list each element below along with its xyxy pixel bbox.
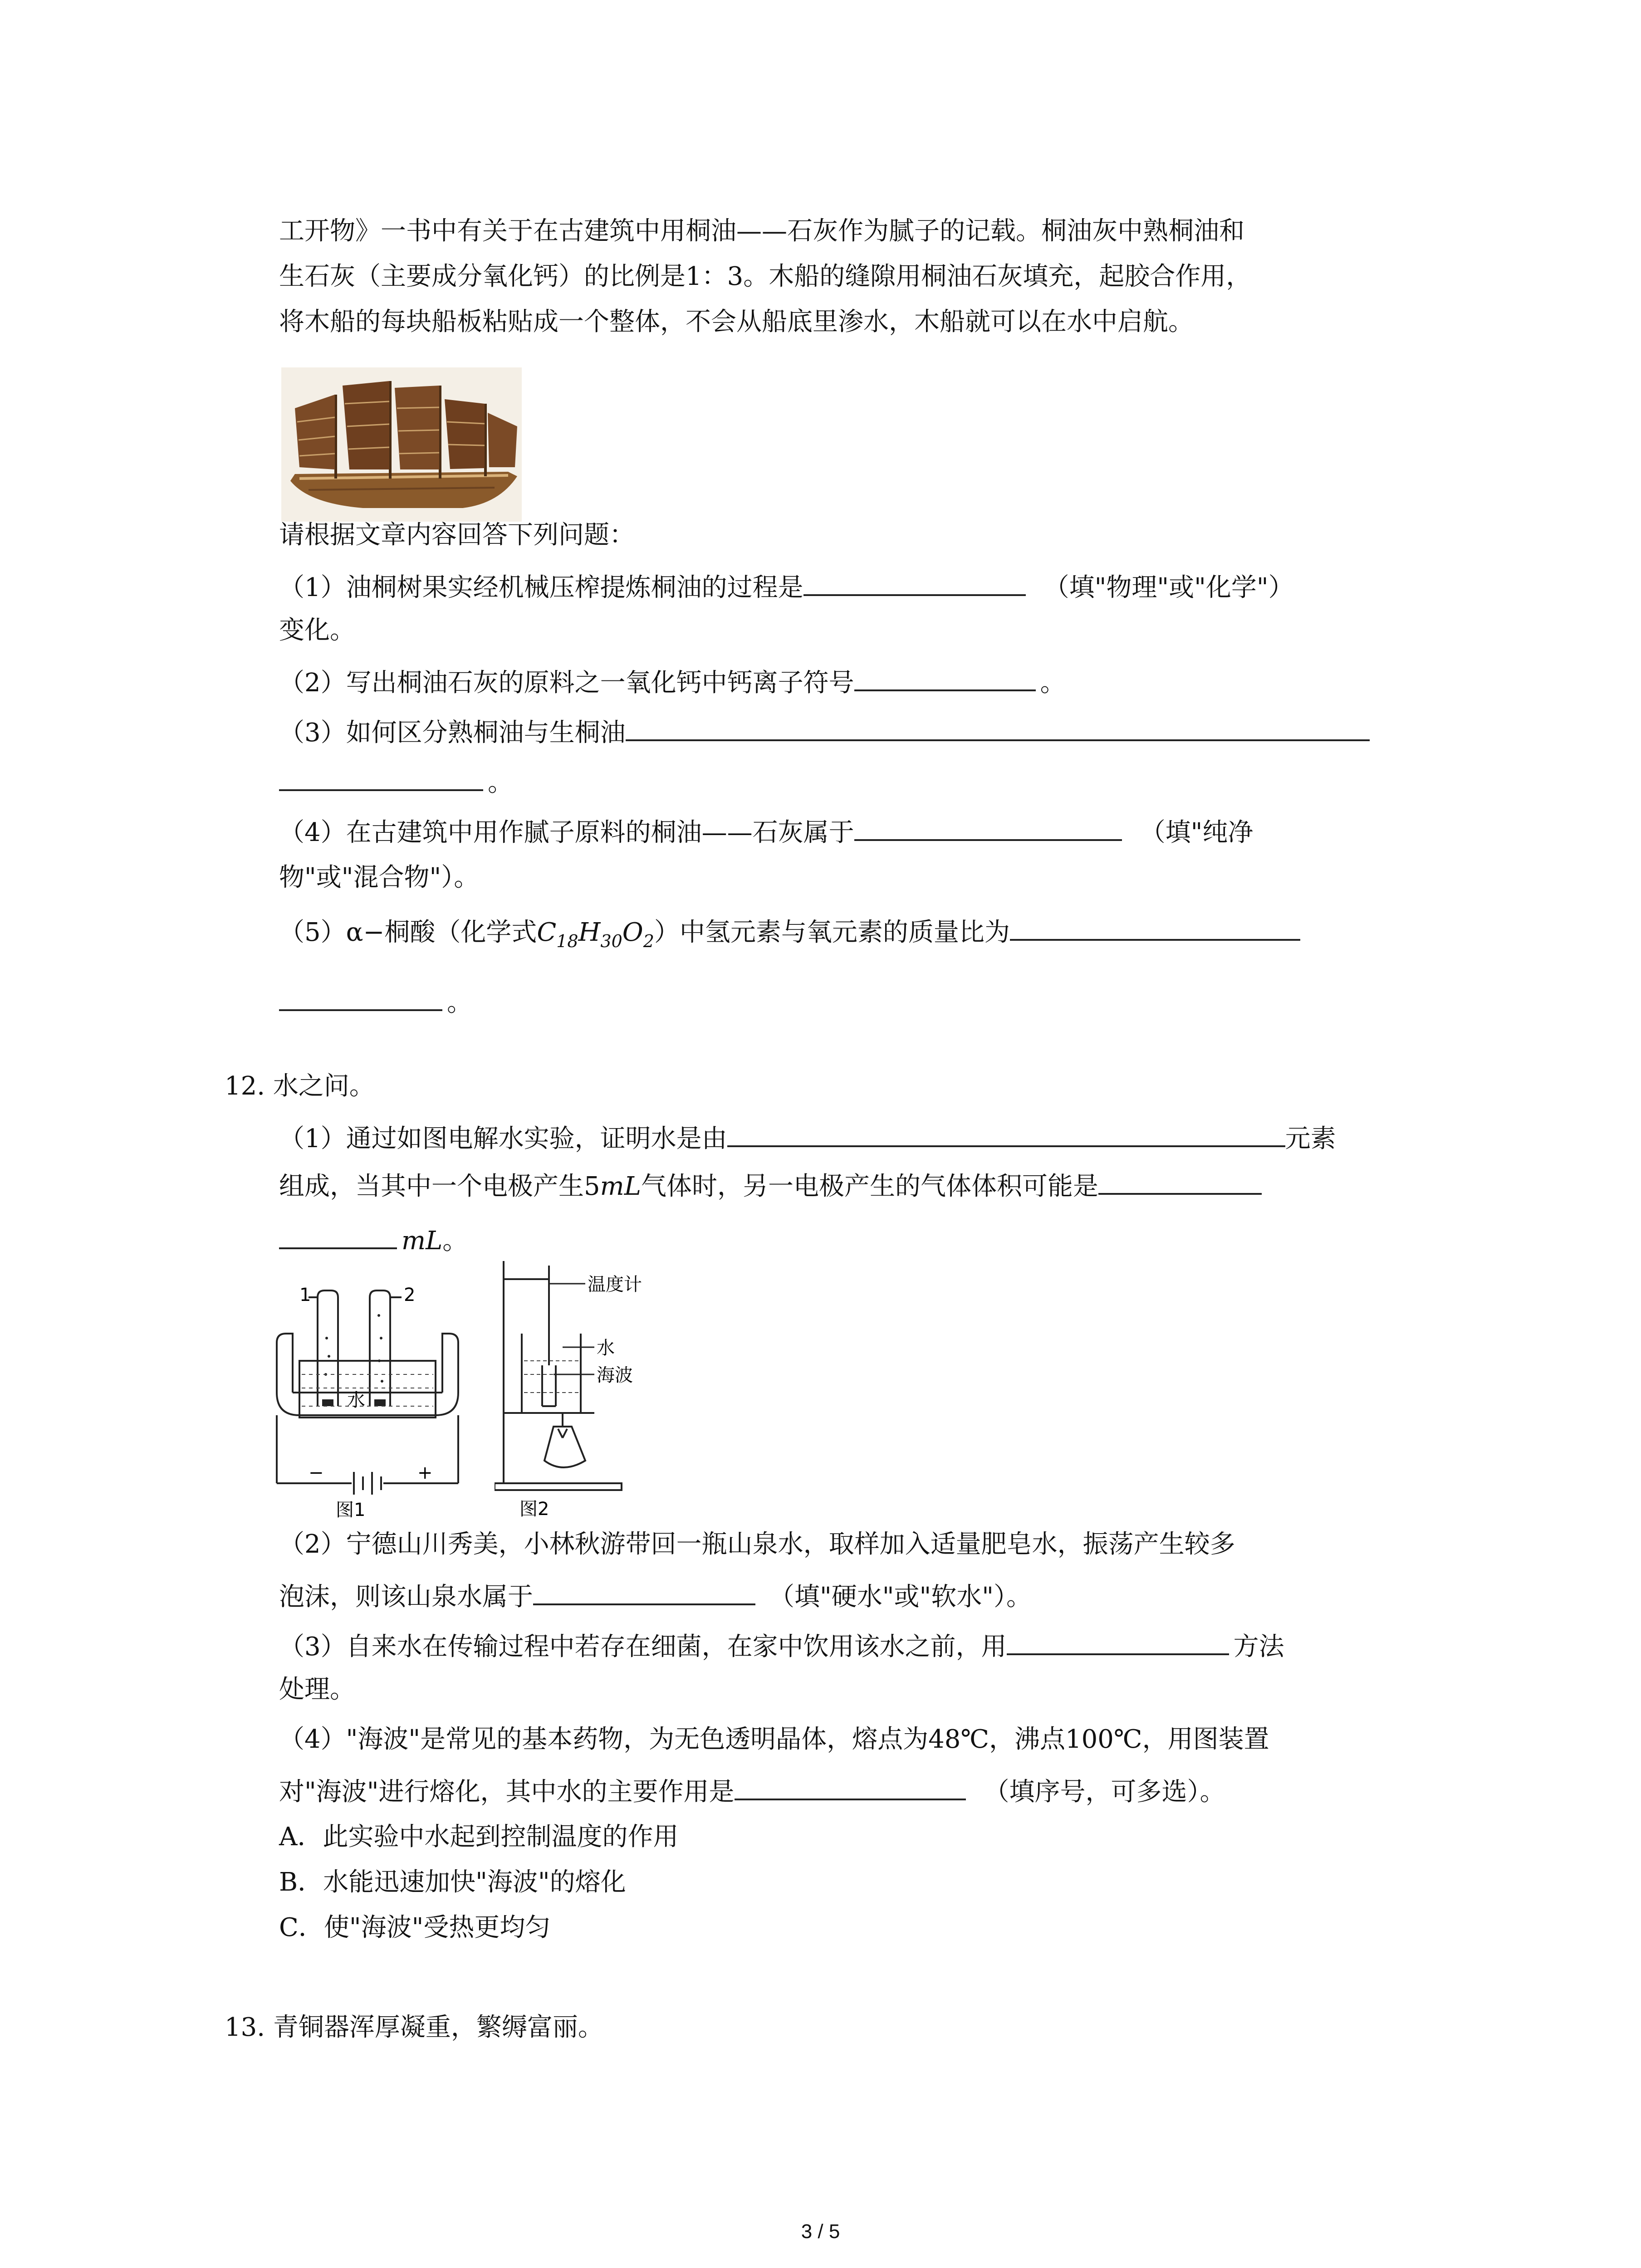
answer-blank-7[interactable] xyxy=(1098,1166,1262,1195)
electrode-label-1: 1 xyxy=(299,1285,311,1305)
figure-1-label: 图1 xyxy=(336,1500,366,1520)
electrolysis-diagram xyxy=(272,1284,463,1520)
q12-part4: （4）"海波"是常见的基本药物，为无色透明晶体，熔点为48℃，沸点100℃，用图装置 xyxy=(279,1725,1269,1754)
answer-blank-5[interactable] xyxy=(1010,912,1300,941)
answer-blank-9[interactable] xyxy=(1007,1626,1229,1655)
figure-2-label: 图2 xyxy=(519,1499,549,1520)
water-label: 水 xyxy=(347,1390,365,1411)
water-label-fig2: 水 xyxy=(597,1338,615,1359)
page-number: 3 / 5 xyxy=(801,2220,840,2243)
q12-part4-cont: 对"海波"进行熔化，其中水的主要作用是 （填序号，可多选）。 xyxy=(279,1771,1225,1810)
intro-line-1: 工开物》一书中有关于在古建筑中用桐油——石灰作为腻子的记载。桐油灰中熟桐油和 xyxy=(279,216,1244,246)
answer-blank-4[interactable] xyxy=(854,812,1122,841)
option-a: A．此实验中水起到控制温度的作用 xyxy=(279,1822,679,1852)
minus-label: − xyxy=(309,1462,324,1483)
answer-blank-10[interactable] xyxy=(735,1771,966,1800)
q12-part2-cont: 泡沫，则该山泉水属于 （填"硬水"或"软水"）。 xyxy=(279,1576,1032,1615)
q12-part3-cont: 处理。 xyxy=(279,1675,355,1704)
q11-part4: （4）在古建筑中用作腻子原料的桐油——石灰属于 （填"纯净 xyxy=(279,812,1253,851)
q12-part1: （1）通过如图电解水实验，证明水是由 元素 xyxy=(279,1118,1336,1157)
q11-part1-cont: 变化。 xyxy=(279,616,355,645)
q11-part2: （2）写出桐油石灰的原料之一氧化钙中钙离子符号 。 xyxy=(279,662,1066,701)
q11-part5-cont: 。 xyxy=(279,982,472,1021)
option-c: C．使"海波"受热更均匀 xyxy=(279,1913,551,1942)
q11-part5: （5）α−桐酸（化学式$C_{18}H_{30}O_2$）中氢元素与氧元素的质量比为 xyxy=(279,912,1300,959)
hypo-label: 海波 xyxy=(597,1365,633,1386)
q12-part2: （2）宁德山川秀美，小林秋游带回一瓶山泉水，取样加入适量肥皂水，振荡产生较多 xyxy=(279,1530,1235,1559)
electrode-label-2: 2 xyxy=(404,1285,416,1305)
answer-blank-8[interactable] xyxy=(533,1576,755,1605)
thermometer-label: 温度计 xyxy=(588,1274,642,1295)
q11-part4-cont: 物"或"混合物"）。 xyxy=(279,863,480,892)
answer-blank-3b[interactable] xyxy=(279,762,483,791)
answer-blank-6[interactable] xyxy=(727,1118,1285,1147)
intro-line-2: 生石灰（主要成分氧化钙）的比例是1：3。木船的缝隙用桐油石灰填充，起胶合作用， xyxy=(279,262,1252,291)
answer-blank-2[interactable] xyxy=(854,662,1036,691)
q13-title: 13. 青铜器浑厚凝重，繁缛富丽。 xyxy=(225,2013,603,2042)
q12-title: 12. 水之问。 xyxy=(225,1071,375,1101)
q11-prompt: 请根据文章内容回答下列问题： xyxy=(279,520,635,550)
answer-blank-3[interactable] xyxy=(626,712,1370,741)
answer-blank-1[interactable] xyxy=(803,567,1026,596)
melting-apparatus-diagram xyxy=(495,1256,676,1520)
answer-blank-7b[interactable] xyxy=(279,1220,397,1249)
answer-blank-5b[interactable] xyxy=(279,982,442,1011)
q12-part1-cont: 组成，当其中一个电极产生5mL气体时，另一电极产生的气体体积可能是 xyxy=(279,1166,1262,1205)
q11-part3-cont: 。 xyxy=(279,762,513,801)
intro-line-3: 将木船的每块船板粘贴成一个整体，不会从船底里渗水，木船就可以在水中启航。 xyxy=(279,307,1194,337)
q12-part3: （3）自来水在传输过程中若存在细菌，在家中饮用该水之前，用 方法 xyxy=(279,1626,1284,1665)
wooden-ship-image xyxy=(281,367,522,522)
plus-label: + xyxy=(417,1462,433,1483)
q11-part1: （1）油桐树果实经机械压榨提炼桐油的过程是 （填"物理"或"化学"） xyxy=(279,567,1294,606)
option-b: B．水能迅速加快"海波"的熔化 xyxy=(279,1867,626,1897)
q11-part3: （3）如何区分熟桐油与生桐油 xyxy=(279,712,1370,751)
q12-part1-cont2: mL。 xyxy=(279,1220,468,1259)
